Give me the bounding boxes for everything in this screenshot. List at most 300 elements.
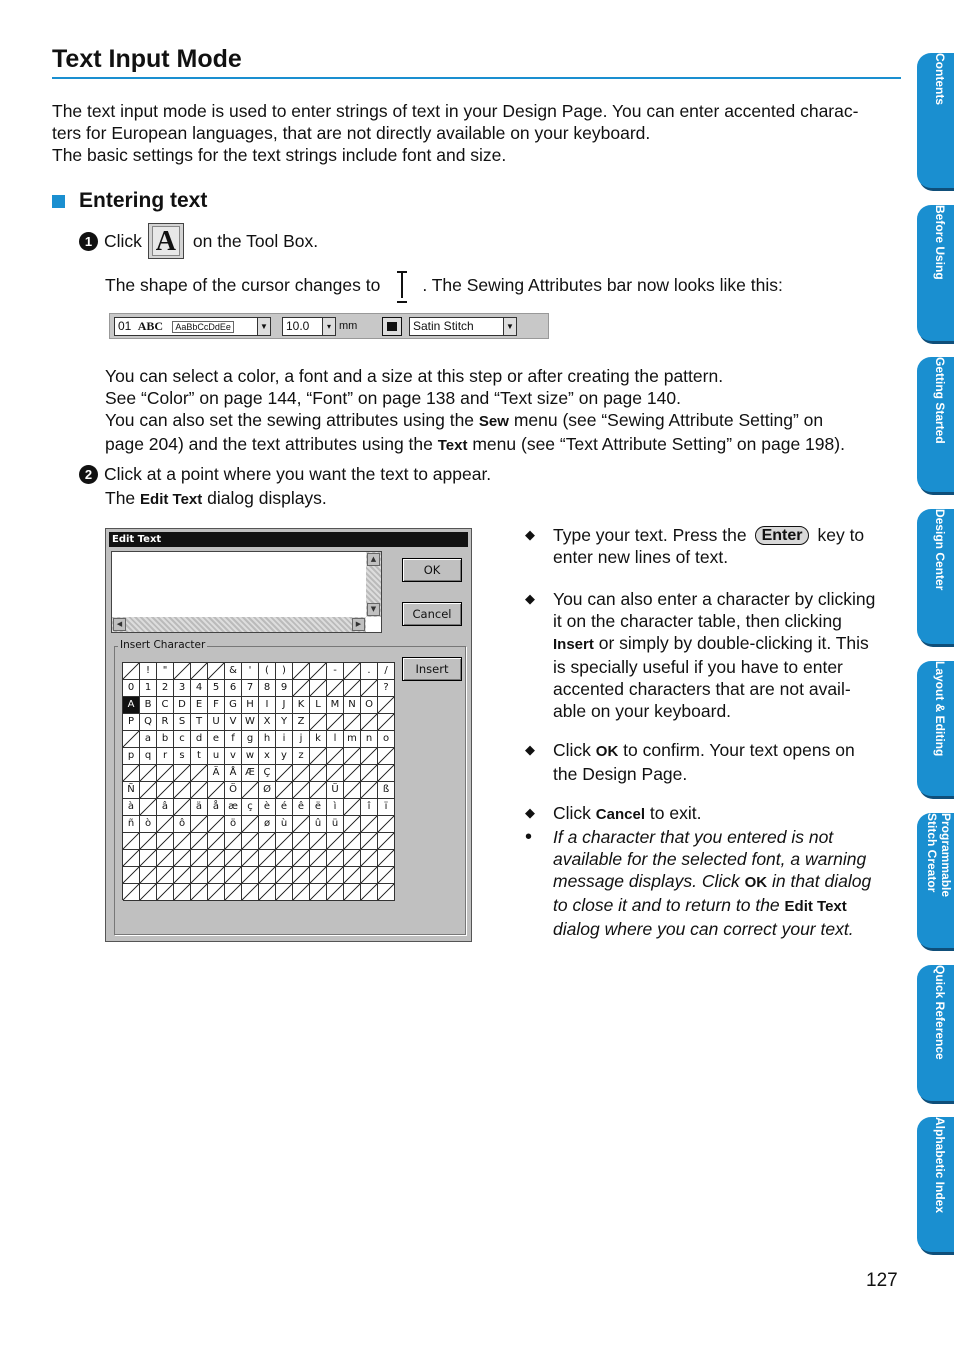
character-cell[interactable] — [157, 884, 174, 901]
character-cell[interactable]: w — [242, 748, 259, 765]
character-cell[interactable]: â — [157, 799, 174, 816]
step-2-text: Click at a point where you want the text to appear. — [104, 464, 492, 484]
character-cell[interactable] — [310, 867, 327, 884]
character-cell[interactable]: ì — [327, 799, 344, 816]
edit-text-ref: Edit Text — [784, 898, 847, 915]
note-line — [553, 894, 898, 918]
character-cell[interactable] — [293, 850, 310, 867]
character-cell[interactable] — [208, 816, 225, 833]
character-cell[interactable] — [327, 748, 344, 765]
character-cell[interactable]: f — [225, 731, 242, 748]
character-cell[interactable]: q — [140, 748, 157, 765]
para-line: See “Color” on page 144, “Font” on page 138 and “Text size” on page 140. — [105, 388, 681, 408]
character-cell[interactable] — [123, 884, 140, 901]
character-cell[interactable]: ) — [276, 663, 293, 680]
character-cell[interactable] — [140, 850, 157, 867]
character-cell[interactable] — [327, 884, 344, 901]
cancel-ref: Cancel — [595, 806, 645, 823]
ok-ref: OK — [744, 874, 768, 891]
character-cell[interactable] — [310, 850, 327, 867]
character-cell[interactable] — [157, 765, 174, 782]
character-cell[interactable]: 8 — [259, 680, 276, 697]
character-cell[interactable]: B — [140, 697, 157, 714]
character-cell[interactable]: t — [191, 748, 208, 765]
character-cell[interactable] — [344, 799, 361, 816]
character-cell[interactable]: ( — [259, 663, 276, 680]
character-cell[interactable]: C — [157, 697, 174, 714]
character-cell[interactable]: û — [310, 816, 327, 833]
character-cell[interactable] — [361, 884, 378, 901]
tab-label-line: Programmable — [939, 813, 953, 898]
bullet-line: it on the character table, then clicking — [553, 611, 842, 631]
character-cell[interactable] — [361, 782, 378, 799]
character-cell[interactable] — [310, 714, 327, 731]
insert-character-label: Insert Character — [120, 639, 206, 651]
character-cell[interactable]: à — [123, 799, 140, 816]
tab-alphabetic-index[interactable] — [917, 1117, 954, 1252]
bullet-text: to confirm. Your text opens on — [623, 740, 855, 760]
step-2 — [79, 463, 491, 485]
character-cell[interactable] — [344, 850, 361, 867]
character-cell[interactable] — [293, 884, 310, 901]
character-cell[interactable] — [140, 799, 157, 816]
character-cell[interactable] — [344, 782, 361, 799]
character-cell[interactable]: . — [361, 663, 378, 680]
character-cell[interactable] — [293, 782, 310, 799]
character-cell[interactable]: 4 — [191, 680, 208, 697]
character-cell[interactable] — [378, 816, 395, 833]
character-cell[interactable]: r — [157, 748, 174, 765]
character-cell[interactable] — [361, 867, 378, 884]
character-cell[interactable] — [378, 833, 395, 850]
font-sample: AaBbCcDdEe — [172, 321, 234, 333]
character-cell[interactable] — [361, 816, 378, 833]
para-text: page 204) and the text attributes using the — [105, 434, 433, 454]
character-cell[interactable]: o — [378, 731, 395, 748]
character-cell[interactable] — [293, 765, 310, 782]
bullet-text: or simply by double-clicking it. This — [598, 633, 869, 653]
scroll-right-icon[interactable]: ▶ — [352, 618, 365, 631]
character-cell[interactable]: è — [259, 799, 276, 816]
character-cell[interactable]: g — [242, 731, 259, 748]
character-cell[interactable]: æ — [225, 799, 242, 816]
character-cell[interactable]: m — [344, 731, 361, 748]
character-cell[interactable]: ü — [327, 816, 344, 833]
character-cell[interactable] — [310, 782, 327, 799]
character-cell[interactable] — [327, 833, 344, 850]
character-cell[interactable] — [225, 833, 242, 850]
font-dropdown-arrow-icon[interactable]: ▼ — [257, 317, 271, 336]
character-cell[interactable] — [174, 799, 191, 816]
note-text: to close it and to return to the — [553, 895, 780, 915]
character-cell[interactable]: I — [259, 697, 276, 714]
stitch-dropdown-arrow-icon[interactable]: ▼ — [503, 317, 517, 336]
diamond-bullet-icon: ◆ — [525, 591, 535, 606]
character-cell[interactable] — [344, 765, 361, 782]
character-cell[interactable]: x — [259, 748, 276, 765]
cancel-button[interactable]: Cancel — [402, 602, 462, 626]
tab-label: Design Center — [933, 509, 947, 591]
character-cell[interactable]: u — [208, 748, 225, 765]
tab-quick-reference[interactable] — [917, 965, 954, 1101]
character-cell[interactable] — [327, 850, 344, 867]
character-cell[interactable] — [310, 884, 327, 901]
character-cell[interactable] — [378, 884, 395, 901]
scroll-up-icon[interactable]: ▲ — [367, 553, 380, 566]
font-number: 01 — [118, 319, 132, 333]
character-cell[interactable]: F — [208, 697, 225, 714]
character-cell[interactable]: ë — [310, 799, 327, 816]
font-name: ABC — [137, 319, 164, 333]
character-cell[interactable] — [123, 731, 140, 748]
character-cell[interactable]: Å — [225, 765, 242, 782]
character-cell[interactable]: O — [361, 697, 378, 714]
insert-button[interactable]: Insert — [402, 657, 462, 681]
character-cell[interactable]: K — [293, 697, 310, 714]
character-cell[interactable] — [242, 782, 259, 799]
step-2-sub-pre: The — [105, 488, 136, 508]
attributes-paragraph — [105, 365, 905, 457]
character-cell[interactable] — [123, 663, 140, 680]
character-cell[interactable]: ø — [259, 816, 276, 833]
character-cell[interactable] — [310, 663, 327, 680]
character-cell[interactable]: é — [276, 799, 293, 816]
character-cell[interactable]: c — [174, 731, 191, 748]
character-cell[interactable] — [174, 833, 191, 850]
section-heading — [52, 188, 207, 214]
character-cell[interactable]: s — [174, 748, 191, 765]
text-menu-ref: Text — [437, 437, 468, 454]
tab-label: Contents — [933, 53, 947, 105]
character-cell[interactable] — [276, 867, 293, 884]
character-cell[interactable] — [378, 697, 395, 714]
character-cell[interactable] — [259, 867, 276, 884]
character-cell[interactable]: î — [361, 799, 378, 816]
character-cell[interactable] — [140, 833, 157, 850]
bullet-text: to exit. — [649, 803, 702, 823]
character-cell[interactable] — [327, 680, 344, 697]
character-cell[interactable] — [378, 850, 395, 867]
character-cell[interactable] — [242, 816, 259, 833]
character-cell[interactable] — [242, 867, 259, 884]
character-cell[interactable] — [344, 663, 361, 680]
character-cell[interactable] — [259, 833, 276, 850]
character-cell[interactable] — [174, 782, 191, 799]
character-cell[interactable]: Æ — [242, 765, 259, 782]
character-cell[interactable]: S — [174, 714, 191, 731]
character-cell[interactable] — [361, 714, 378, 731]
section-heading-text: Entering text — [79, 189, 208, 212]
title-underline — [52, 77, 901, 79]
step-2-sub-post: dialog displays. — [207, 488, 327, 508]
character-cell[interactable]: L — [310, 697, 327, 714]
character-cell[interactable] — [140, 867, 157, 884]
character-cell[interactable] — [123, 850, 140, 867]
character-cell[interactable]: & — [225, 663, 242, 680]
character-cell[interactable] — [191, 663, 208, 680]
character-cell[interactable] — [293, 663, 310, 680]
character-cell[interactable] — [157, 867, 174, 884]
character-cell[interactable]: ñ — [123, 816, 140, 833]
character-cell[interactable]: Q — [140, 714, 157, 731]
character-cell[interactable]: p — [123, 748, 140, 765]
character-cell[interactable] — [123, 867, 140, 884]
character-cell[interactable] — [344, 833, 361, 850]
character-cell[interactable]: Ç — [259, 765, 276, 782]
text-tool-letter: A — [152, 226, 180, 256]
character-cell[interactable] — [208, 884, 225, 901]
character-cell[interactable] — [327, 867, 344, 884]
character-cell[interactable] — [191, 884, 208, 901]
character-cell[interactable] — [157, 833, 174, 850]
character-cell[interactable]: å — [208, 799, 225, 816]
character-cell[interactable]: M — [327, 697, 344, 714]
para-line: You can select a color, a font and a size at this step or after creating the pattern. — [105, 366, 724, 386]
character-cell[interactable] — [191, 782, 208, 799]
character-cell[interactable]: n — [361, 731, 378, 748]
character-cell[interactable]: e — [208, 731, 225, 748]
tab-contents[interactable] — [917, 53, 954, 188]
character-cell[interactable]: Ä — [208, 765, 225, 782]
character-cell[interactable] — [259, 850, 276, 867]
character-cell[interactable] — [293, 833, 310, 850]
character-cell[interactable] — [191, 816, 208, 833]
character-cell[interactable] — [310, 748, 327, 765]
character-cell[interactable]: ê — [293, 799, 310, 816]
character-cell[interactable]: Ü — [327, 782, 344, 799]
character-cell[interactable] — [208, 833, 225, 850]
bullet-text: Type your text. Press the — [553, 525, 747, 545]
tab-design-center[interactable] — [917, 509, 954, 644]
character-cell[interactable] — [344, 714, 361, 731]
character-cell[interactable]: E — [191, 697, 208, 714]
character-cell[interactable]: ò — [140, 816, 157, 833]
character-cell[interactable]: - — [327, 663, 344, 680]
character-cell[interactable] — [361, 850, 378, 867]
character-cell[interactable] — [378, 765, 395, 782]
character-cell[interactable]: Z — [293, 714, 310, 731]
character-cell[interactable] — [276, 782, 293, 799]
tab-label: Alphabetic Index — [933, 1117, 947, 1214]
character-cell[interactable]: Ñ — [123, 782, 140, 799]
diamond-bullet-icon: ◆ — [525, 805, 535, 820]
scroll-left-icon[interactable]: ◀ — [113, 618, 126, 631]
character-cell[interactable] — [208, 782, 225, 799]
character-cell[interactable] — [327, 765, 344, 782]
character-cell[interactable]: 1 — [140, 680, 157, 697]
character-cell[interactable] — [310, 680, 327, 697]
character-cell[interactable] — [242, 833, 259, 850]
character-cell[interactable]: A — [123, 697, 140, 714]
scroll-down-icon[interactable]: ▼ — [367, 603, 380, 616]
character-cell[interactable] — [140, 782, 157, 799]
character-cell[interactable] — [208, 867, 225, 884]
size-input[interactable]: 10.0 — [282, 317, 334, 336]
character-cell[interactable]: V — [225, 714, 242, 731]
character-cell[interactable]: 6 — [225, 680, 242, 697]
character-cell[interactable]: 5 — [208, 680, 225, 697]
character-cell[interactable] — [242, 850, 259, 867]
tab-layout-editing[interactable] — [917, 661, 954, 796]
character-cell[interactable] — [378, 867, 395, 884]
character-cell[interactable]: J — [276, 697, 293, 714]
character-cell[interactable]: ß — [378, 782, 395, 799]
character-cell[interactable] — [225, 884, 242, 901]
character-cell[interactable]: 9 — [276, 680, 293, 697]
character-cell[interactable] — [378, 714, 395, 731]
character-cell[interactable]: ù — [276, 816, 293, 833]
character-cell[interactable]: j — [293, 731, 310, 748]
character-cell[interactable] — [140, 765, 157, 782]
character-cell[interactable] — [157, 850, 174, 867]
bullet-text: Click — [553, 740, 591, 760]
insert-ref: Insert — [553, 636, 594, 653]
tab-before-using[interactable] — [917, 205, 954, 341]
font-select[interactable] — [114, 317, 264, 336]
character-cell[interactable]: " — [157, 663, 174, 680]
character-cell[interactable]: v — [225, 748, 242, 765]
character-cell[interactable] — [225, 867, 242, 884]
tab-label: Layout & Editing — [933, 661, 947, 757]
character-cell[interactable] — [293, 867, 310, 884]
character-cell[interactable]: D — [174, 697, 191, 714]
character-cell[interactable] — [225, 850, 242, 867]
character-cell[interactable]: X — [259, 714, 276, 731]
thread-color-button[interactable] — [382, 317, 402, 336]
character-cell[interactable] — [191, 833, 208, 850]
size-spin-icon[interactable]: ▾ — [322, 317, 336, 336]
bullet-line: accented characters that are not avail- — [553, 679, 851, 699]
character-cell[interactable]: 0 — [123, 680, 140, 697]
step-number: 2 — [79, 465, 98, 484]
ok-ref: OK — [595, 743, 619, 760]
character-cell[interactable] — [310, 765, 327, 782]
character-cell[interactable] — [123, 765, 140, 782]
character-cell[interactable]: ç — [242, 799, 259, 816]
character-cell[interactable]: / — [378, 663, 395, 680]
stitch-type-select[interactable]: Satin Stitch — [409, 317, 517, 336]
step-number: 1 — [79, 232, 98, 251]
character-cell[interactable] — [259, 884, 276, 901]
character-cell[interactable] — [157, 816, 174, 833]
character-cell[interactable] — [344, 867, 361, 884]
character-cell[interactable]: ö — [225, 816, 242, 833]
character-cell[interactable] — [361, 748, 378, 765]
character-cell[interactable]: ' — [242, 663, 259, 680]
character-cell[interactable]: y — [276, 748, 293, 765]
character-cell[interactable]: k — [310, 731, 327, 748]
character-cell[interactable] — [293, 680, 310, 697]
bullet-line: is specially useful if you have to enter — [553, 657, 843, 677]
character-cell[interactable] — [344, 680, 361, 697]
character-cell[interactable] — [344, 748, 361, 765]
character-cell[interactable]: P — [123, 714, 140, 731]
character-cell[interactable] — [276, 850, 293, 867]
character-cell[interactable] — [208, 663, 225, 680]
character-cell[interactable] — [123, 833, 140, 850]
bullet-text: key to — [817, 525, 865, 545]
character-cell[interactable]: N — [344, 697, 361, 714]
character-cell[interactable]: R — [157, 714, 174, 731]
character-cell[interactable] — [378, 748, 395, 765]
character-cell[interactable]: ï — [378, 799, 395, 816]
tab-programmable-stitch-creator[interactable] — [917, 813, 954, 948]
bullet-line: You can also enter a character by clicking — [553, 589, 876, 609]
character-cell[interactable] — [310, 833, 327, 850]
character-cell[interactable]: Ö — [225, 782, 242, 799]
character-cell[interactable]: ? — [378, 680, 395, 697]
section-square-icon — [52, 195, 65, 208]
character-cell[interactable]: W — [242, 714, 259, 731]
character-cell[interactable]: h — [259, 731, 276, 748]
character-cell[interactable] — [361, 765, 378, 782]
character-cell[interactable]: 3 — [174, 680, 191, 697]
character-cell[interactable] — [174, 663, 191, 680]
horizontal-scrollbar[interactable] — [112, 617, 366, 632]
tab-getting-started[interactable] — [917, 357, 954, 492]
character-cell[interactable]: 2 — [157, 680, 174, 697]
character-cell[interactable] — [276, 833, 293, 850]
character-cell[interactable] — [361, 833, 378, 850]
character-cell[interactable] — [242, 884, 259, 901]
character-cell[interactable]: Y — [276, 714, 293, 731]
character-cell[interactable] — [174, 850, 191, 867]
cursor-line-pre: The shape of the cursor changes to — [105, 275, 381, 295]
character-cell[interactable]: 7 — [242, 680, 259, 697]
character-cell[interactable]: ä — [191, 799, 208, 816]
character-cell[interactable]: U — [208, 714, 225, 731]
sew-menu-ref: Sew — [478, 413, 509, 430]
character-cell[interactable] — [174, 867, 191, 884]
character-cell[interactable]: l — [327, 731, 344, 748]
character-cell[interactable]: ô — [174, 816, 191, 833]
tab-label-line: Stitch Creator — [925, 813, 939, 893]
note-line: If a character that you entered is not — [553, 827, 834, 847]
character-cell[interactable]: d — [191, 731, 208, 748]
character-cell[interactable]: H — [242, 697, 259, 714]
bullet-line — [553, 802, 898, 826]
character-cell[interactable] — [344, 816, 361, 833]
character-cell[interactable]: i — [276, 731, 293, 748]
intro-line: The basic settings for the text strings include font and size. — [52, 145, 507, 165]
character-cell[interactable]: z — [293, 748, 310, 765]
character-cell[interactable]: T — [191, 714, 208, 731]
character-cell[interactable] — [157, 782, 174, 799]
character-cell[interactable] — [191, 850, 208, 867]
character-cell[interactable] — [174, 765, 191, 782]
character-cell[interactable]: ! — [140, 663, 157, 680]
character-cell[interactable] — [344, 884, 361, 901]
character-cell[interactable] — [276, 765, 293, 782]
ok-button[interactable]: OK — [402, 558, 462, 582]
character-cell[interactable] — [327, 714, 344, 731]
edit-text-ref: Edit Text — [140, 491, 203, 508]
character-cell[interactable] — [191, 765, 208, 782]
character-table — [122, 662, 395, 900]
character-cell[interactable] — [293, 816, 310, 833]
character-cell[interactable] — [191, 867, 208, 884]
character-cell[interactable] — [174, 884, 191, 901]
character-cell[interactable] — [276, 884, 293, 901]
character-cell[interactable]: b — [157, 731, 174, 748]
character-cell[interactable]: G — [225, 697, 242, 714]
character-cell[interactable]: Ø — [259, 782, 276, 799]
intro-paragraph — [52, 100, 902, 166]
character-cell[interactable] — [208, 850, 225, 867]
character-cell[interactable]: a — [140, 731, 157, 748]
character-cell[interactable] — [361, 680, 378, 697]
character-cell[interactable] — [140, 884, 157, 901]
